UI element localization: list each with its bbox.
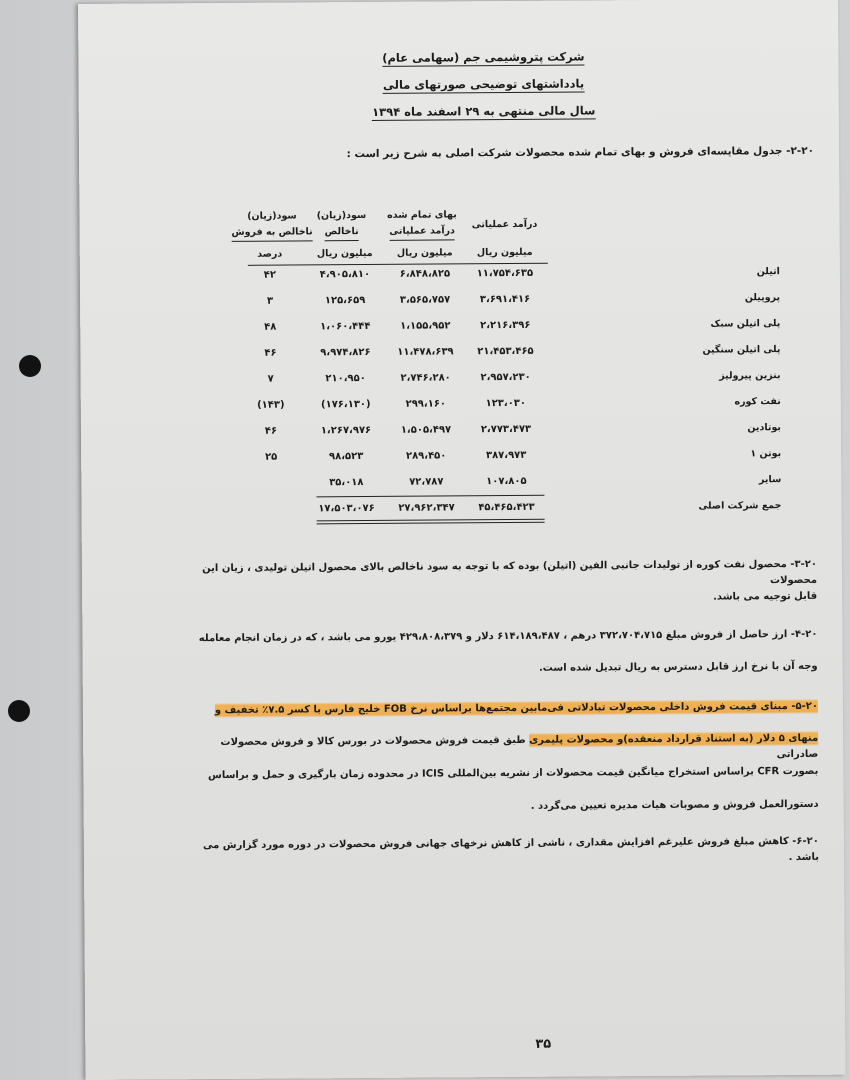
cell-margin: ۴۲ <box>263 269 277 281</box>
unit-rule <box>248 263 548 266</box>
cell-margin: ۴۸ <box>264 321 277 333</box>
total-cost: ۲۷،۹۶۲،۳۴۷ <box>398 502 455 514</box>
row-label: پروپیلن <box>744 292 781 304</box>
table-row <box>80 344 780 373</box>
highlighted-text: ۵-۲۰- مبنای قیمت فروش داخلی محصولات تبادلاتی فی‌مابین مجتمع‌ها براساس نرخ FOB خلیج فارس با کسر ۷.۵٪ تخفیف و <box>214 700 818 717</box>
note-5-line-1 <box>193 699 818 719</box>
cell-revenue: ۲،۹۵۷،۲۳۰ <box>480 371 531 384</box>
cell-revenue: ۱۰۷،۸۰۵ <box>486 475 527 488</box>
cell-cost: ۱،۵۰۵،۴۹۷ <box>400 424 452 436</box>
cell-margin: ۴۶ <box>264 347 277 359</box>
cell-cost: ۲،۷۴۶،۲۸۰ <box>400 372 451 384</box>
cell-profit: ۱،۲۶۷،۹۷۶ <box>320 424 372 437</box>
unit-revenue: میلیون ریال <box>476 246 533 259</box>
total-label: جمع شرکت اصلی <box>698 500 782 512</box>
column-header-gross-profit: سود(زیان) ناخالص <box>301 208 381 242</box>
table-row <box>81 474 781 503</box>
table-row <box>81 422 781 451</box>
cell-profit: ۱۲۵،۶۵۹ <box>324 295 366 307</box>
unit-margin: درصد <box>257 248 283 260</box>
note-5-line-3: بصورت CFR براساس استخراج میانگین قیمت محصولات از نشریه بین‌المللی ICIS در محدوده زمان بارگیری و حمل و براساس <box>207 765 819 782</box>
cell-revenue: ۲،۷۷۳،۴۷۳ <box>480 423 532 436</box>
cell-margin: ۲۵ <box>265 451 278 463</box>
column-header-revenue: درآمد عملیاتی <box>471 218 538 231</box>
table-total-row <box>81 500 781 529</box>
note-4-line-2: وجه آن با نرخ ارز قابل دسترس به ریال تبدیل شده است. <box>538 660 818 674</box>
company-name: شرکت پتروشیمی جم (سهامی عام) <box>382 49 585 65</box>
cell-profit: ۹،۹۷۴،۸۲۶ <box>320 346 371 359</box>
punch-hole-bottom <box>8 700 30 722</box>
cell-cost: ۷۲،۷۸۷ <box>409 476 444 488</box>
note-5-line-4: دستورالعمل فروش و مصوبات هیات مدیره تعیین می‌گردد . <box>530 798 819 812</box>
note-3-line-1: ۳-۲۰- محصول نفت کوره از تولیدات جانبی الفین (اتیلن) بوده که با توجه به سود ناخالص بالای محصول اتیلن تولیدی ، زیان این محصولات <box>202 558 818 587</box>
row-label: سایر <box>758 474 782 486</box>
document-header <box>368 44 599 127</box>
cell-profit: (۱۷۶،۱۳۰) <box>320 398 371 411</box>
cell-margin: ۴۶ <box>264 425 278 437</box>
cell-profit: ۲۱۰،۹۵۰ <box>325 372 366 385</box>
cell-revenue: ۳،۶۹۱،۴۱۶ <box>479 293 531 306</box>
row-label: بنزین پیرولیز <box>719 370 781 382</box>
cell-cost: ۳،۵۶۵،۷۵۷ <box>399 294 451 306</box>
cell-profit: ۱،۰۶۰،۴۴۴ <box>320 320 371 333</box>
row-label: نفت کوره <box>734 396 781 408</box>
cell-revenue: ۲،۲۱۶،۳۹۶ <box>480 319 531 332</box>
row-label: اتیلن <box>756 266 780 278</box>
table-row <box>80 266 780 295</box>
note-6-line-1: ۶-۲۰- کاهش مبلغ فروش علیرغم افزایش مقداری ، ناشی از کاهش نرخهای جهانی فروش محصولات در دوره مورد گزارش می باشد . <box>202 835 820 864</box>
table-row <box>80 292 780 321</box>
punch-hole-top <box>19 355 41 377</box>
table-row <box>80 318 780 347</box>
cell-margin: ۷ <box>267 373 274 385</box>
cell-revenue: ۱۲۳،۰۳۰ <box>485 397 527 410</box>
cell-cost: ۲۸۹،۴۵۰ <box>405 450 447 462</box>
document-subtitle: یادداشتهای توضیحی صورتهای مالی <box>382 76 585 92</box>
cell-cost: ۱۱،۴۷۸،۶۳۹ <box>397 346 454 358</box>
total-profit: ۱۷،۵۰۳،۰۷۶ <box>318 502 375 515</box>
unit-profit: میلیون ریال <box>316 247 373 260</box>
table-row <box>81 370 781 399</box>
section-intro: ۲-۲۰- جدول مقایسه‌ای فروش و بهای تمام شده محصولات شرکت اصلی به شرح زیر است : <box>346 144 815 161</box>
cell-revenue: ۲۱،۴۵۳،۴۶۵ <box>477 345 534 358</box>
row-label: بوتادین <box>747 422 782 434</box>
cell-profit: ۹۸،۵۲۳ <box>328 451 364 463</box>
total-revenue: ۴۵،۴۶۵،۴۲۳ <box>478 501 535 514</box>
cell-revenue: ۱۱،۷۵۴،۶۳۵ <box>476 267 534 280</box>
row-label: بوتن ۱ <box>750 448 782 460</box>
cell-revenue: ۳۸۷،۹۷۳ <box>485 449 527 462</box>
table-row <box>81 396 781 425</box>
cell-margin: ۳ <box>266 295 274 307</box>
fiscal-period: سال مالی منتهی به ۲۹ اسفند ماه ۱۳۹۴ <box>372 103 596 119</box>
highlighted-text: منهای ۵ دلار (به استناد قرارداد منعقده)و محصولات پلیمری <box>529 732 819 746</box>
cell-margin: (۱۴۳) <box>257 399 285 411</box>
row-label: پلی اتیلن سبک <box>710 318 781 330</box>
note-4-line-1: ۴-۲۰- ارز حاصل از فروش مبلغ ۳۷۲،۷۰۴،۷۱۵ درهم ، ۶۱۴،۱۸۹،۴۸۷ دلار و ۴۲۹،۸۰۸،۳۷۹ یورو می باشد ، که در زمان انجام معامله <box>198 628 818 645</box>
column-header-cost: بهای تمام شده درآمد عملیاتی <box>379 207 464 241</box>
note-5-line-2-rest: طبق قیمت فروش محصولات در بورس کالا و فروش محصولات صادراتی <box>220 734 819 761</box>
cell-profit: ۳۵،۰۱۸ <box>329 477 364 489</box>
note-3-line-2: قابل توجیه می باشد. <box>713 590 818 603</box>
unit-cost: میلیون ریال <box>396 247 453 259</box>
row-label: پلی اتیلن سنگین <box>702 344 781 356</box>
cell-cost: ۶،۸۴۸،۸۲۵ <box>399 268 451 280</box>
document-page <box>78 0 845 1080</box>
table-row <box>81 448 781 477</box>
cell-cost: ۱،۱۵۵،۹۵۲ <box>400 320 451 332</box>
cell-cost: ۲۹۹،۱۶۰ <box>405 398 447 410</box>
cell-profit: ۴،۹۰۵،۸۱۰ <box>319 268 371 281</box>
column-header-margin: سود(زیان) ناخالص به فروش <box>229 208 314 242</box>
page-number: ۳۵ <box>535 1036 552 1052</box>
note-5-line-2 <box>193 731 818 767</box>
